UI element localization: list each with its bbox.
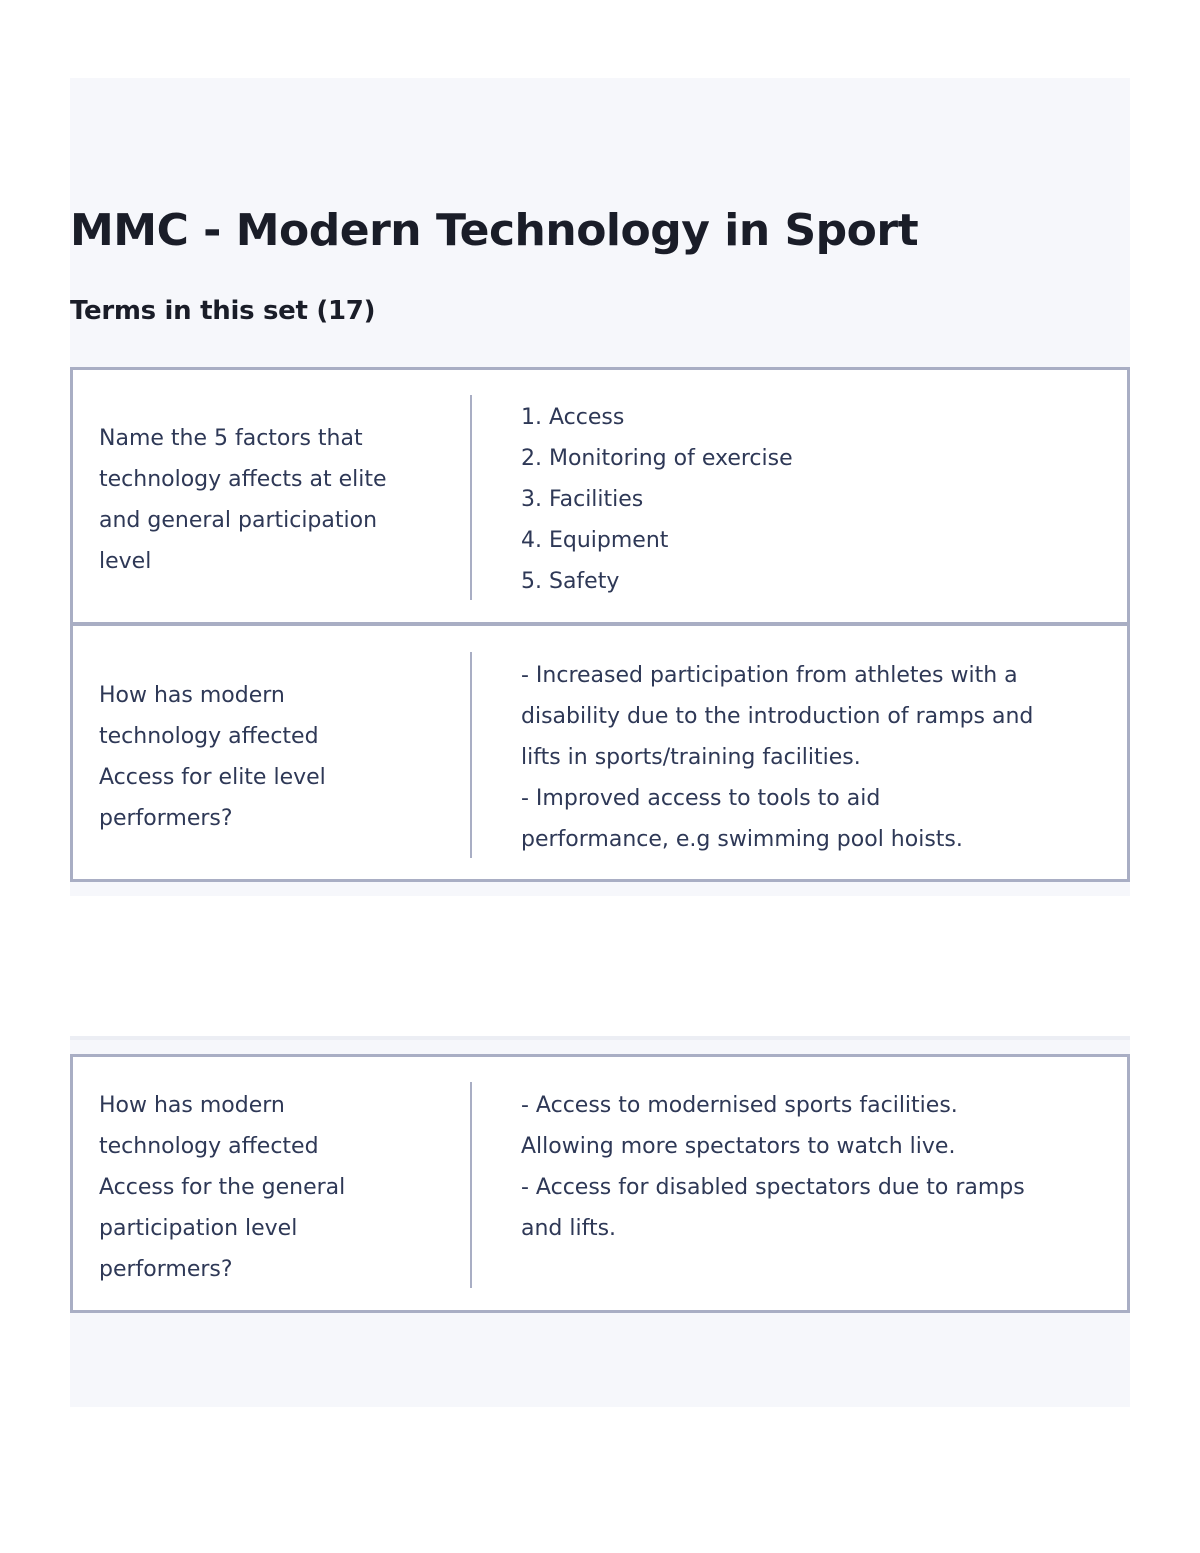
term-text bbox=[99, 1085, 429, 1290]
definition-text bbox=[521, 1085, 1081, 1249]
term-line: technology affected bbox=[99, 1134, 319, 1159]
definition-line: performance, e.g swimming pool hoists. bbox=[521, 827, 963, 852]
definition-line: 5. Safety bbox=[521, 569, 620, 594]
definition-line: - Access for disabled spectators due to ramps bbox=[521, 1175, 1025, 1200]
definition-line: 2. Monitoring of exercise bbox=[521, 446, 793, 471]
definition-line: - Increased participation from athletes with a bbox=[521, 663, 1018, 688]
term-line: technology affected bbox=[99, 724, 319, 749]
card-divider bbox=[470, 395, 472, 600]
definition-line: disability due to the introduction of ramps and bbox=[521, 704, 1034, 729]
definition-line: - Access to modernised sports facilities. bbox=[521, 1093, 958, 1118]
card-divider bbox=[470, 1082, 472, 1288]
term-line: participation level bbox=[99, 1216, 298, 1241]
term-text bbox=[99, 675, 429, 839]
definition-line: 3. Facilities bbox=[521, 487, 644, 512]
definition-text bbox=[521, 397, 1081, 602]
term-text bbox=[99, 418, 429, 582]
term-line: level bbox=[99, 549, 152, 574]
term-line: performers? bbox=[99, 1257, 233, 1282]
definition-line: 1. Access bbox=[521, 405, 625, 430]
term-line: How has modern bbox=[99, 1093, 285, 1118]
term-card bbox=[70, 367, 1130, 625]
term-card bbox=[70, 623, 1130, 882]
term-line: Access for elite level bbox=[99, 765, 326, 790]
definition-line: Allowing more spectators to watch live. bbox=[521, 1134, 956, 1159]
term-line: and general participation bbox=[99, 508, 378, 533]
definition-text bbox=[521, 655, 1081, 860]
term-line: performers? bbox=[99, 806, 233, 831]
term-line: Access for the general bbox=[99, 1175, 346, 1200]
definition-line: - Improved access to tools to aid bbox=[521, 786, 881, 811]
term-line: technology affects at elite bbox=[99, 467, 387, 492]
definition-line: and lifts. bbox=[521, 1216, 617, 1241]
card-divider bbox=[470, 652, 472, 858]
definition-line: lifts in sports/training facilities. bbox=[521, 745, 861, 770]
term-line: Name the 5 factors that bbox=[99, 426, 363, 451]
term-card bbox=[70, 1054, 1130, 1313]
terms-count-heading: Terms in this set (17) bbox=[70, 296, 376, 326]
page-title: MMC - Modern Technology in Sport bbox=[70, 205, 919, 256]
term-line: How has modern bbox=[99, 683, 285, 708]
definition-line: 4. Equipment bbox=[521, 528, 669, 553]
